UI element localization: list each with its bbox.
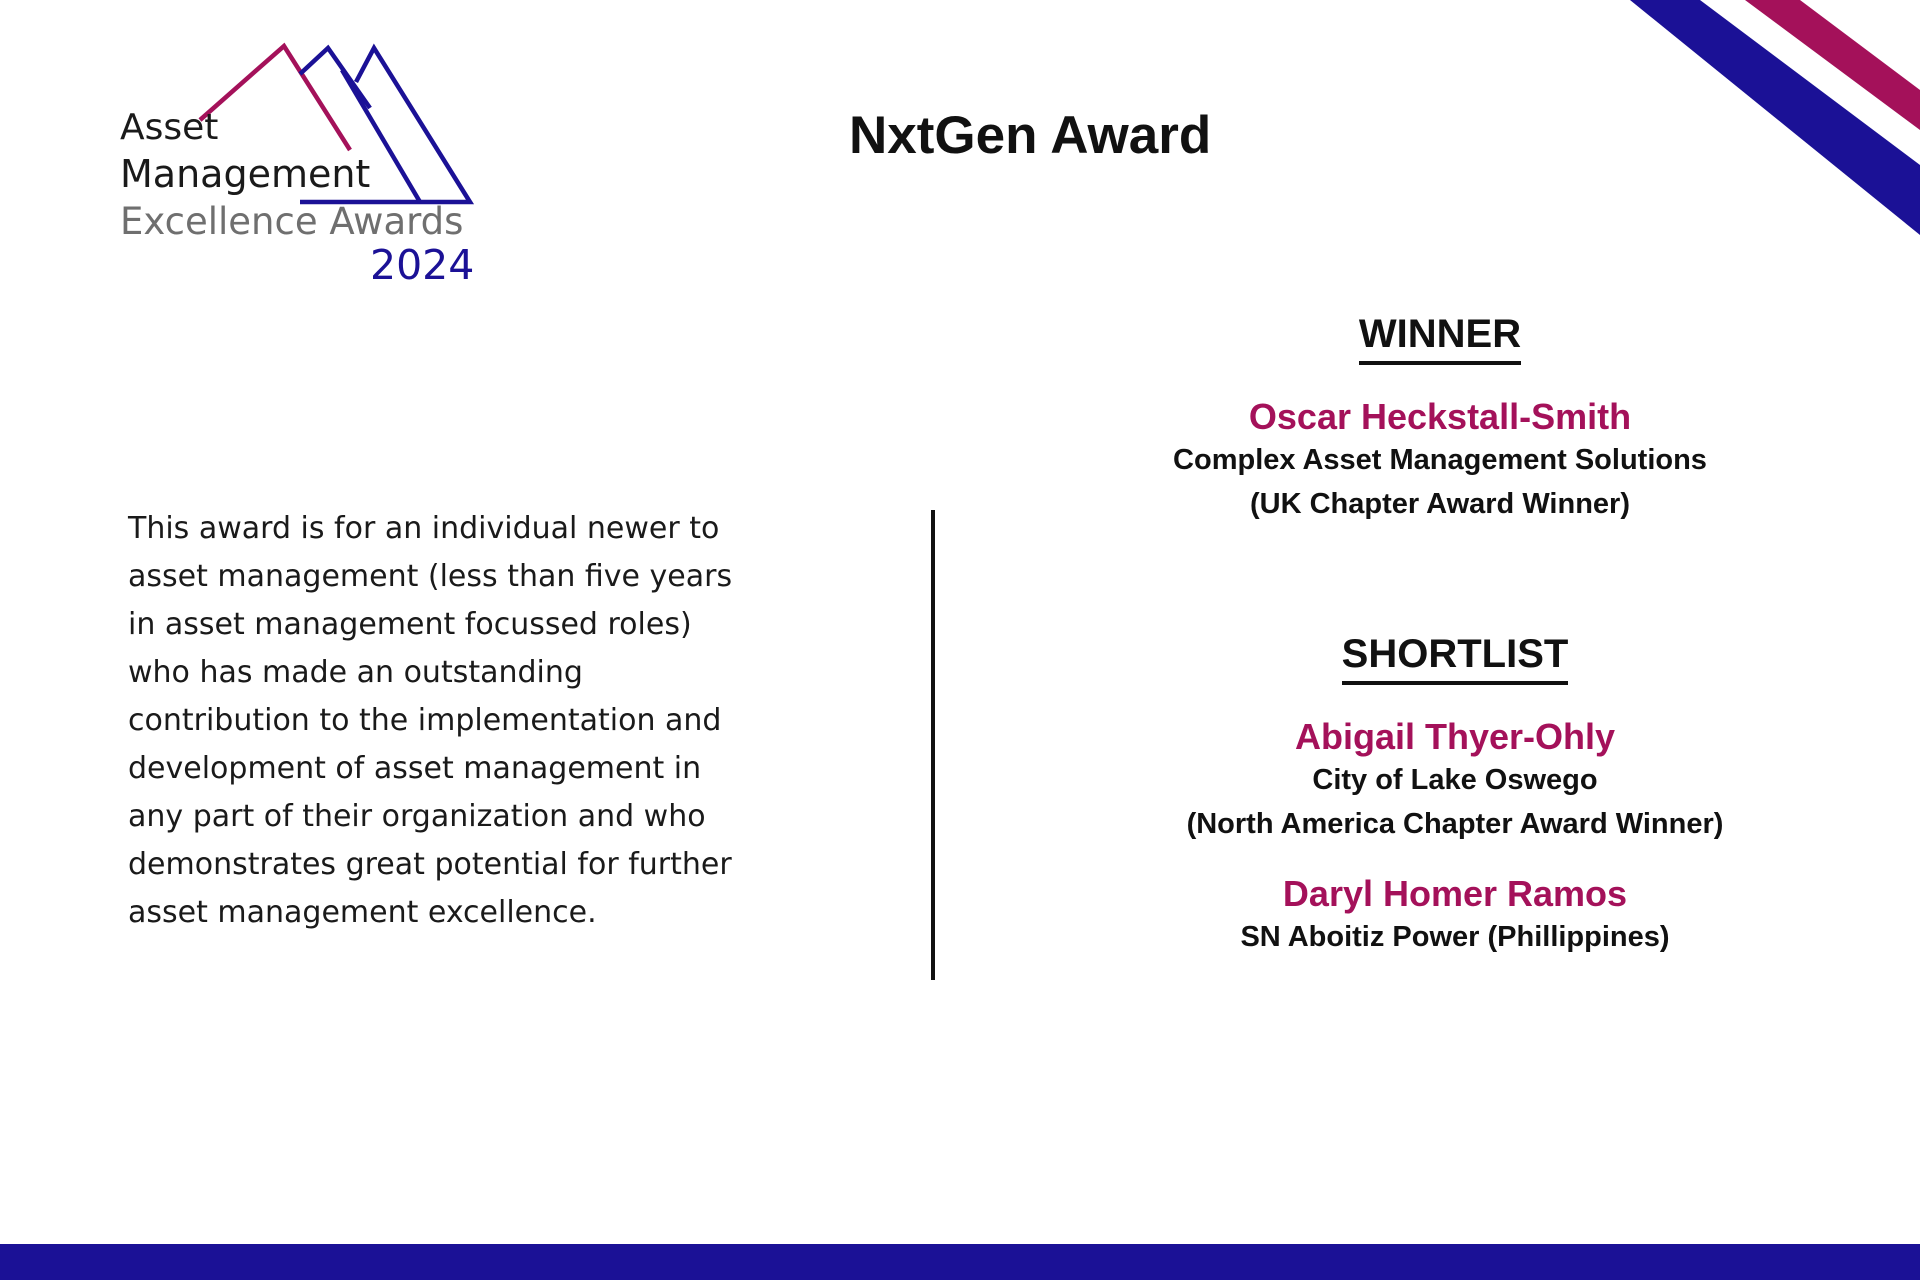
shortlist-entry: [1055, 872, 1855, 959]
winner-heading: WINNER: [1359, 312, 1521, 365]
award-title: NxtGen Award: [849, 106, 1212, 165]
corner-stripes-decoration: [1630, 0, 1920, 240]
logo-text-excellence-awards: Excellence Awards: [120, 200, 464, 243]
shortlist-entry: [1055, 715, 1855, 846]
winner-section: [1040, 312, 1840, 526]
award-description: This award is for an individual newer to asset management (less than five years in asset management focussed roles) who has made an outstanding contribution to the implementation and development of asset management in any part of their organization and who demonstrates great potential for further asset management excellence.: [128, 511, 733, 930]
shortlist-organization: City of Lake Oswego: [1312, 764, 1598, 797]
logo-text-asset: Asset: [120, 107, 219, 148]
shortlist-name: Abigail Thyer-Ohly: [1294, 716, 1616, 757]
winner-note: (UK Chapter Award Winner): [1250, 488, 1630, 521]
shortlist-heading: SHORTLIST: [1342, 632, 1569, 685]
vertical-divider: [931, 510, 935, 980]
shortlist-section: [1055, 632, 1855, 959]
winner-name: Oscar Heckstall-Smith: [1248, 396, 1632, 437]
shortlist-note: (North America Chapter Award Winner): [1186, 808, 1724, 841]
shortlist-organization: SN Aboitiz Power (Phillippines): [1240, 921, 1670, 954]
shortlist-name: Daryl Homer Ramos: [1282, 873, 1628, 915]
bottom-bar-decoration: [0, 1244, 1920, 1280]
winner-entry: [1040, 395, 1840, 526]
logo-year: 2024: [370, 241, 475, 289]
winner-organization: Complex Asset Management Solutions: [1173, 444, 1707, 477]
logo-text-management: Management: [120, 152, 371, 196]
